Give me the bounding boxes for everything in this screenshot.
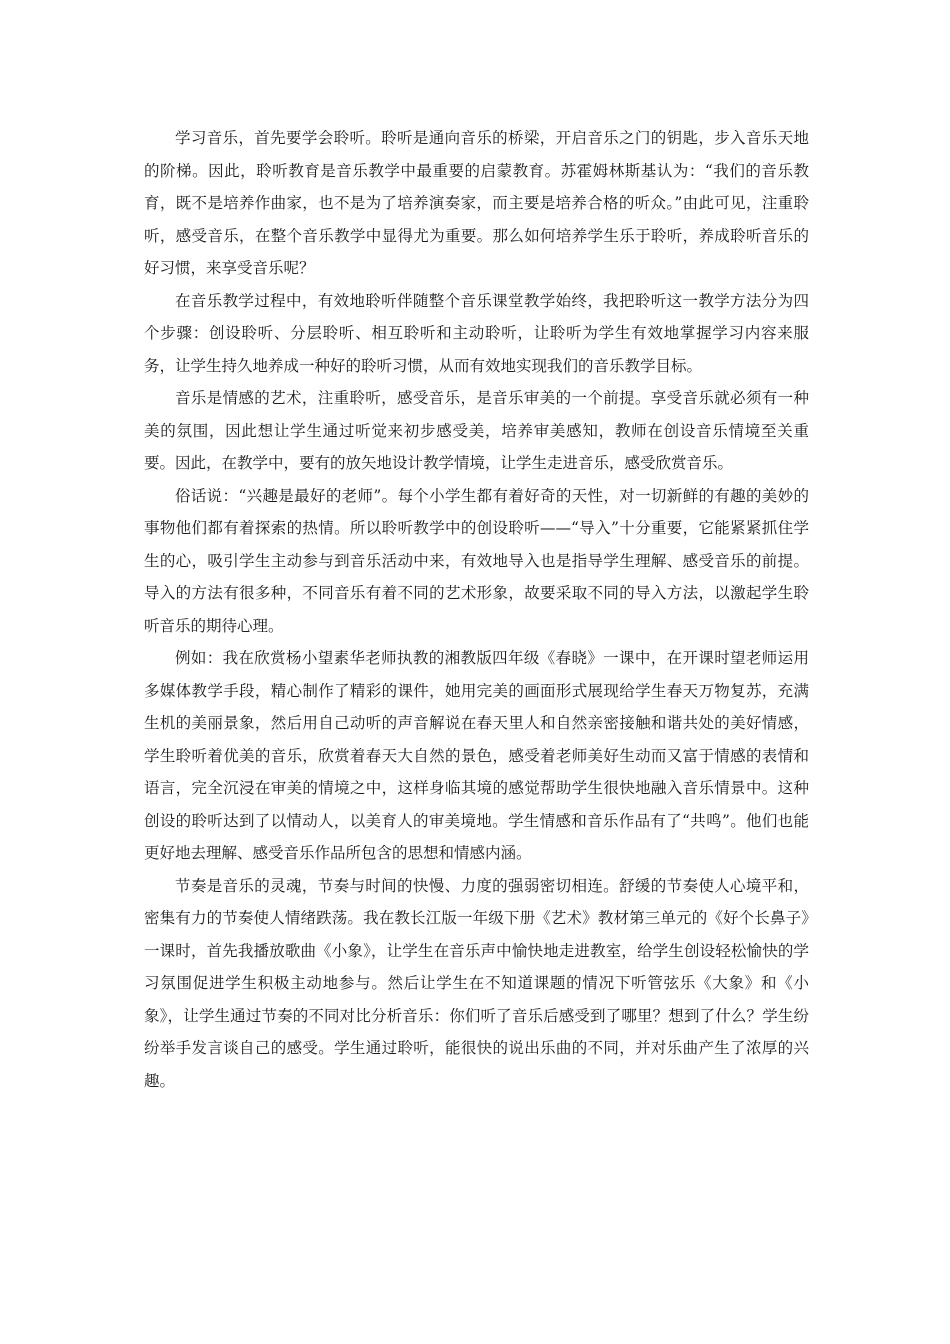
- document-body: [144, 122, 809, 1097]
- paragraph-4: 俗话说：“兴趣是最好的老师”。每个小学生都有着好奇的天性，对一切新鲜的有趣的美妙的事物他们都有着探索的热情。所以聆听教学中的创设聆听——“导入”十分重要，它能紧紧抓住学生的心，吸引学生主动参与到音乐活动中来，有效地导入也是指导学生理解、感受音乐的前提。导入的方法有很多种，不同音乐有着不同的艺术形象，故要采取不同的导入方法，以激起学生聆听音乐的期待心理。: [144, 486, 809, 635]
- paragraph-5: 例如：我在欣赏杨小望素华老师执教的湘教版四年级《春晓》一课中，在开课时望老师运用多媒体教学手段，精心制作了精彩的课件，她用完美的画面形式展现给学生春天万物复苏，充满生机的美丽景象，然后用自己动听的声音解说在春天里人和自然亲密接触和谐共处的美好情感，学生聆听着优美的音乐，欣赏着春天大自然的景色，感受着老师美好生动而又富于情感的表情和语言，完全沉浸在审美的情境之中，这样身临其境的感觉帮助学生很快地融入音乐情景中。这种创设的聆听达到了以情动人，以美育人的审美境地。学生情感和音乐作品有了“共鸣”。他们也能更好地去理解、感受音乐作品所包含的思想和情感内涵。: [144, 649, 809, 862]
- paragraph-3: 音乐是情感的艺术，注重聆听，感受音乐，是音乐审美的一个前提。享受音乐就必须有一种美的氛围，因此想让学生通过听觉来初步感受美，培养审美感知，教师在创设音乐情境至关重要。因此，在教学中，要有的放矢地设计教学情境，让学生走进音乐，感受欣赏音乐。: [144, 389, 809, 472]
- paragraph-2: 在音乐教学过程中，有效地聆听伴随整个音乐课堂教学始终，我把聆听这一教学方法分为四个步骤：创设聆听、分层聆听、相互聆听和主动聆听，让聆听为学生有效地掌握学习内容来服务，让学生持久地养成一种好的聆听习惯，从而有效地实现我们的音乐教学目标。: [144, 291, 809, 375]
- paragraph-1: 学习音乐，首先要学会聆听。聆听是通向音乐的桥梁，开启音乐之门的钥匙，步入音乐天地的阶梯。因此，聆听教育是音乐教学中最重要的启蒙教育。苏霍姆林斯基认为：“我们的音乐教育，既不是培养作曲家，也不是为了培养演奏家，而主要是培养合格的听众。”由此可见，注重聆听，感受音乐，在整个音乐教学中显得尤为重要。那么如何培养学生乐于聆听，养成聆听音乐的好习惯，来享受音乐呢？: [144, 129, 809, 277]
- paragraph-6: 节奏是音乐的灵魂，节奏与时间的快慢、力度的强弱密切相连。舒缓的节奏使人心境平和，密集有力的节奏使人情绪跌荡。我在教长江版一年级下册《艺术》教材第三单元的《好个长鼻子》一课时，首先我播放歌曲《小象》，让学生在音乐声中愉快地走进教室，给学生创设轻松愉快的学习氛围促进学生积极主动地参与。然后让学生在不知道课题的情况下听管弦乐《大象》和《小象》，让学生通过节奏的不同对比分析音乐：你们听了音乐后感受到了哪里？想到了什么？学生纷纷举手发言谈自己的感受。学生通过聆听，能很快的说出乐曲的不同，并对乐曲产生了浓厚的兴趣。: [144, 876, 809, 1090]
